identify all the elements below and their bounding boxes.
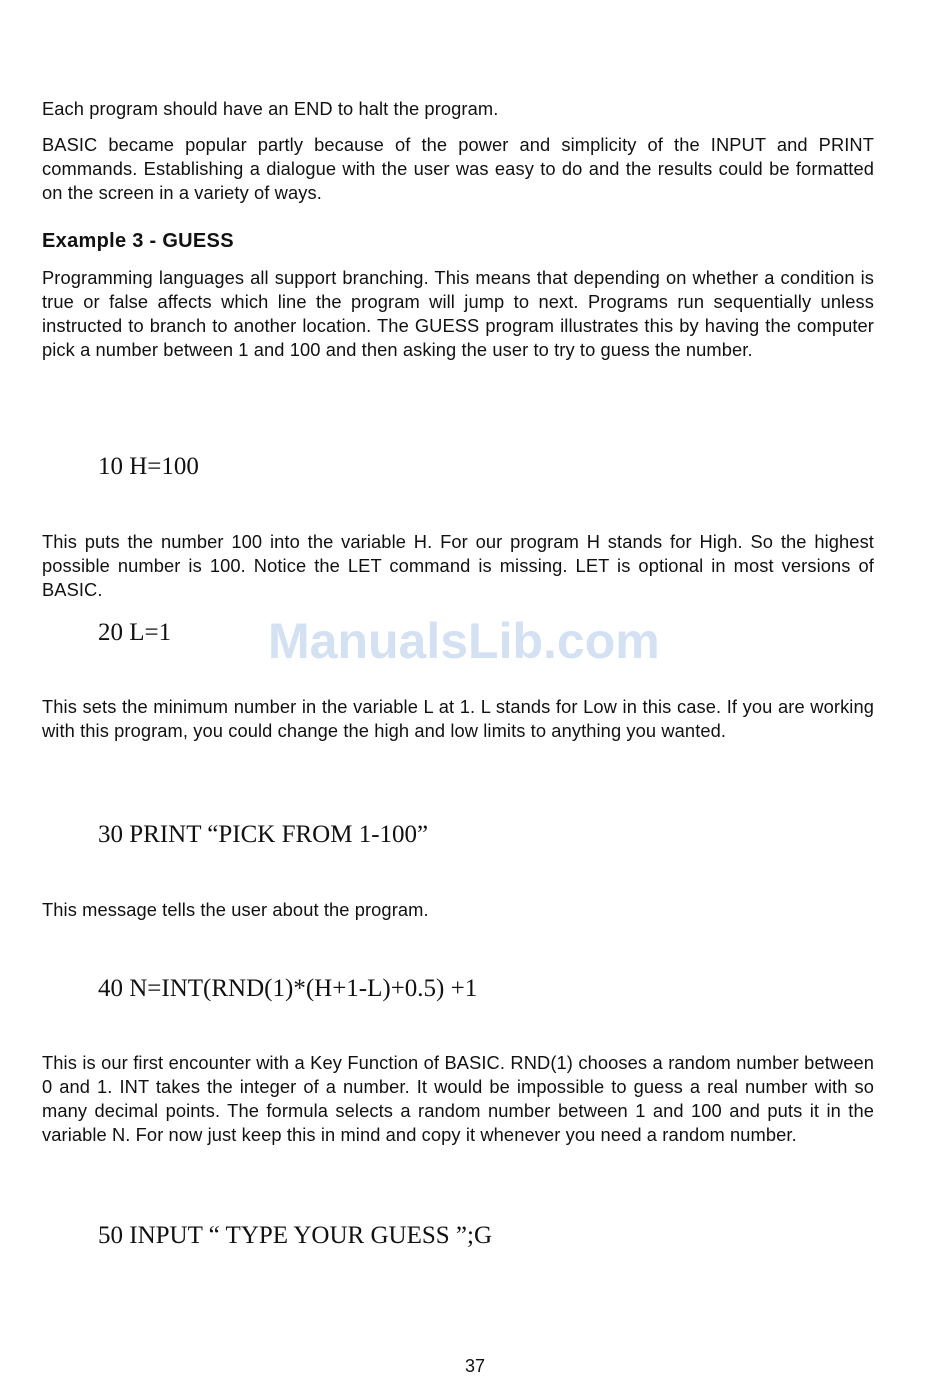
section-heading: Example 3 - GUESS [42,230,234,252]
watermark-logo: ManualsLib.com [268,613,660,669]
paragraph-input-print: BASIC became popular partly because of the power and simplicity of the INPUT and PRINT commands. Establishing a dialogue with the user was easy to do and the results could be formatted on the screen in a variety of ways. [42,134,874,203]
paragraph-end-statement: Each program should have an END to halt the program. [42,98,499,119]
code-line-20: 20 L=1 [98,619,172,646]
paragraph-branching: Programming languages all support branching. This means that depending on whether a condition is true or false affects which line the program will jump to next. Programs run sequentially unless instructed to branch to another location. The GUESS program illustrates this by having the computer pick a number between 1 and 100 and then asking the user to try to guess the number. [42,267,874,360]
code-line-10: 10 H=100 [98,453,199,480]
page-number: 37 [464,1356,486,1376]
paragraph-rnd-function: This is our first encounter with a Key Function of BASIC. RND(1) chooses a random number between 0 and 1. INT takes the integer of a number. It would be impossible to guess a real number with so many decimal points. The formula selects a random number between 1 and 100 and puts it in the variable N. For now just keep this in mind and copy it whenever you need a random number. [42,1052,874,1145]
paragraph-message: This message tells the user about the program. [42,899,429,920]
paragraph-variable-l: This sets the minimum number in the variable L at 1. L stands for Low in this case. If you are working with this program, you could change the high and low limits to anything you wanted. [42,696,874,741]
code-line-50: 50 INPUT “ TYPE YOUR GUESS ”;G [98,1222,492,1249]
paragraph-variable-h: This puts the number 100 into the variable H. For our program H stands for High. So the highest possible number is 100. Notice the LET command is missing. LET is optional in most versions of BASIC. [42,531,874,600]
code-line-40: 40 N=INT(RND(1)*(H+1-L)+0.5) +1 [98,975,478,1002]
code-line-30: 30 PRINT “PICK FROM 1-100” [98,821,429,848]
